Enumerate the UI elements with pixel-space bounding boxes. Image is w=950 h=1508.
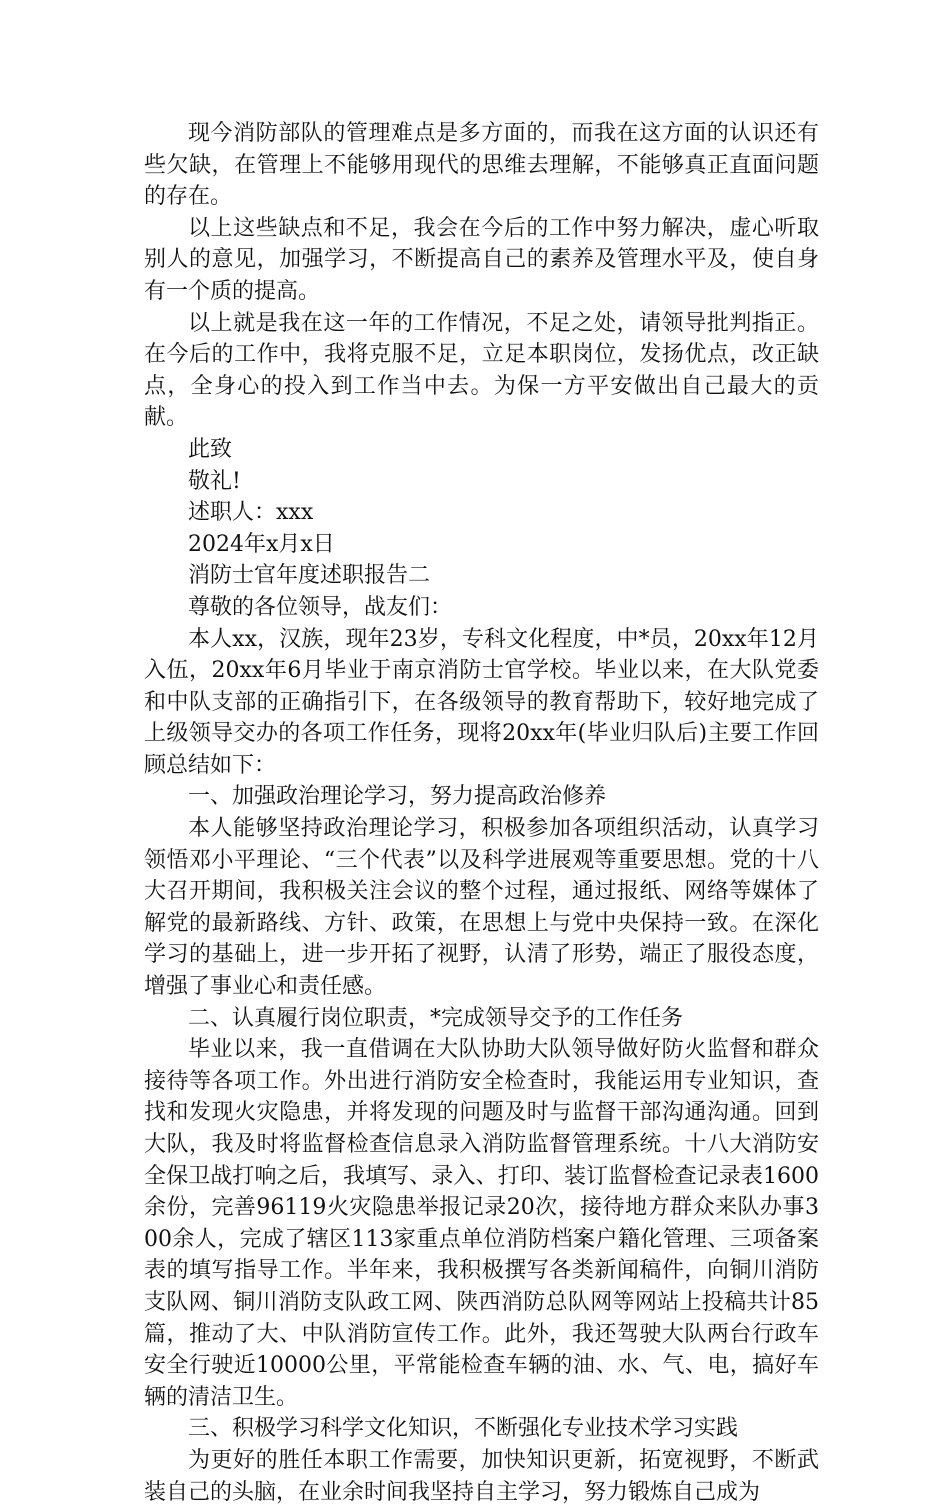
signature-line: 述职人：xxx bbox=[188, 500, 314, 526]
section-heading-3: 三、积极学习科学文化知识，不断强化专业技术学习实践 bbox=[188, 1416, 739, 1442]
report-greeting: 尊敬的各位领导，战友们： bbox=[188, 594, 453, 620]
paragraph-management-difficulties: 现今消防部队的管理难点是多方面的，而我在这方面的认识还有些欠缺，在管理上不能够用现代的思维去理解，不能够真正直面问题的存在。 bbox=[144, 121, 819, 210]
paragraph-year-summary: 以上就是我在这一年的工作情况，不足之处，请领导批判指正。在今后的工作中，我将克服不足，立足本职岗位，发扬优点，改正缺点，全身心的投入到工作当中去。为保一方平安做出自己最大的贡献。 bbox=[144, 310, 819, 431]
closing-salutation: 此致 bbox=[188, 436, 233, 462]
date-line: 2024年x月x日 bbox=[188, 531, 335, 557]
document-page bbox=[144, 118, 819, 1508]
report-two-title: 消防士官年度述职报告二 bbox=[188, 563, 431, 589]
paragraph-self-study: 为更好的胜任本职工作需要，加快知识更新，拓宽视野，不断武装自己的头脑，在业余时间我坚持自主学习，努力锻炼自己成为 bbox=[144, 1447, 819, 1505]
section-heading-2: 二、认真履行岗位职责，*完成领导交予的工作任务 bbox=[188, 1005, 684, 1031]
paragraph-self-introduction: 本人xx，汉族，现年23岁，专科文化程度，中*员，20xx年12月入伍，20xx年6月毕业于南京消防士官学校。毕业以来，在大队党委和中队支部的正确指引下，在各级领导的教育帮助下，较好地完成了上级领导交办的各项工作任务，现将20xx年(毕业归队后)主要工作回顾总结如下： bbox=[144, 626, 819, 778]
paragraph-shortcomings: 以上这些缺点和不足，我会在今后的工作中努力解决，虚心听取别人的意见，加强学习，不断提高自己的素养及管理水平及，使自身有一个质的提高。 bbox=[144, 215, 819, 304]
paragraph-political-study: 本人能够坚持政治理论学习，积极参加各项组织活动，认真学习领悟邓小平理论、“三个代表”以及科学进展观等重要思想。党的十八大召开期间，我积极关注会议的整个过程，通过报纸、网络等媒体了解党的最新路线、方针、政策，在思想上与党中央保持一致。在深化学习的基础上，进一步开拓了视野，认清了形势，端正了服役态度，增强了事业心和责任感。 bbox=[144, 816, 819, 1000]
closing-regards: 敬礼! bbox=[188, 468, 241, 494]
paragraph-duties: 毕业以来，我一直借调在大队协助大队领导做好防火监督和群众接待等各项工作。外出进行消防安全检查时，我能运用专业知识，查找和发现火灾隐患，并将发现的问题及时与监督干部沟通沟通。回到大队，我及时将监督检查信息录入消防监督管理系统。十八大消防安全保卫战打响之后，我填写、录入、打印、装订监督检查记录表1600余份，完善96119火灾隐患举报记录20次，接待地方群众来队办事300余人，完成了辖区113家重点单位消防档案户籍化管理、三项备案表的填写指导工作。半年来，我积极撰写各类新闻稿件，向铜川消防支队网、铜川消防支队政工网、陕西消防总队网等网站上投稿共计85篇，推动了大、中队消防宣传工作。此外，我还驾驶大队两台行政车安全行驶近10000公里，平常能检查车辆的油、水、气、电，搞好车辆的清洁卫生。 bbox=[144, 1037, 819, 1410]
section-heading-1: 一、加强政治理论学习，努力提高政治修养 bbox=[188, 784, 607, 810]
